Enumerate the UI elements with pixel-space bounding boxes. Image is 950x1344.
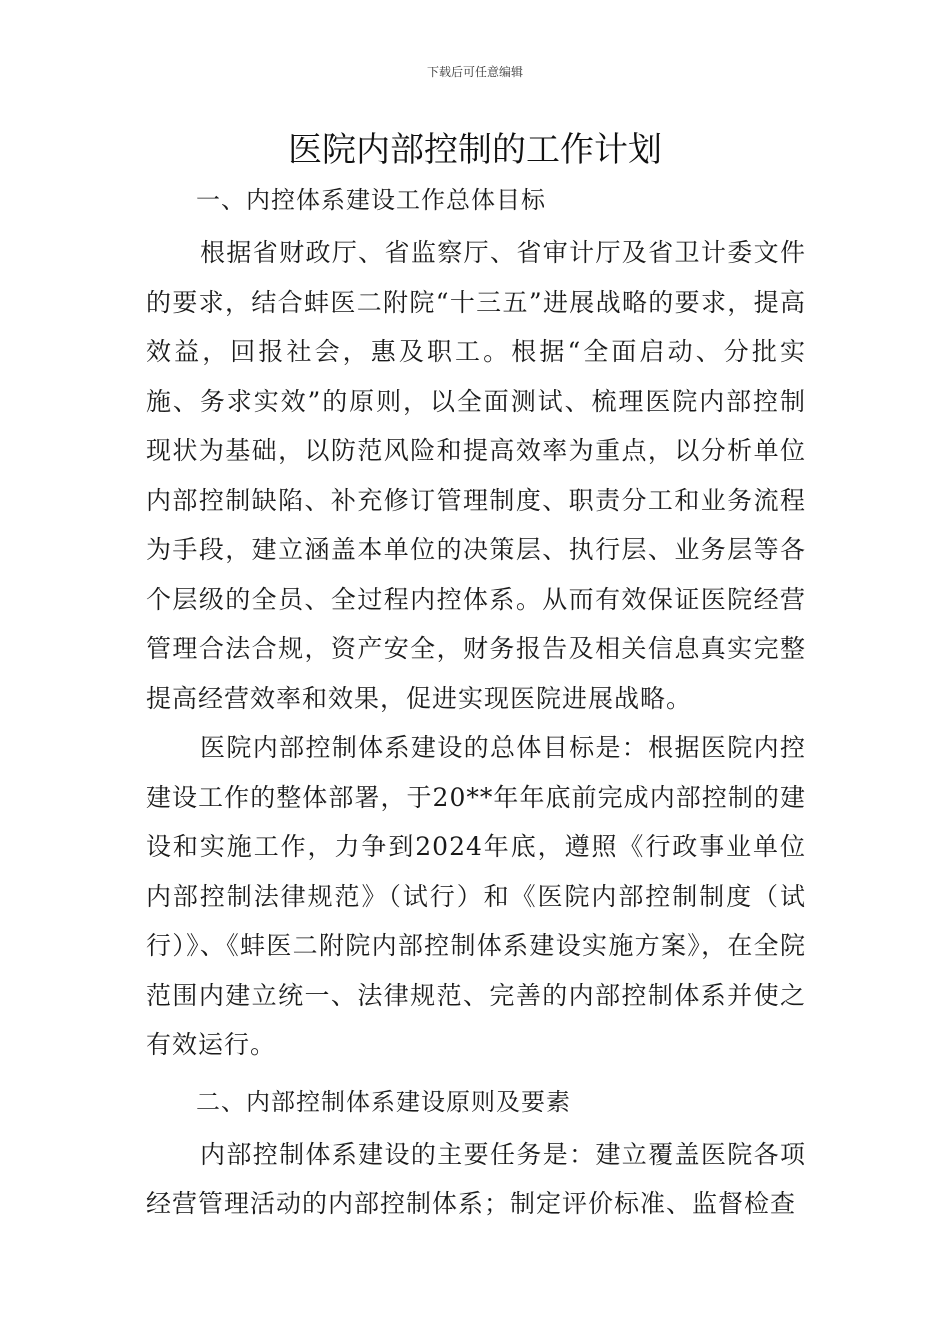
- paragraph-1-1: 根据省财政厅、省监察厅、省审计厅及省卫计委文件的要求，结合蚌医二附院“十三五”进展战略的要求，提高效益，回报社会，惠及职工。根据“全面启动、分批实施、务求实效”的原则，以全面测试、梳理医院内部控制现状为基础，以防范风险和提高效率为重点，以分析单位内部控制缺陷、补充修订管理制度、职责分工和业务流程为手段，建立涵盖本单位的决策层、执行层、业务层等各个层级的全员、全过程内控体系。从而有效保证医院经营管理合法合规，资产安全，财务报告及相关信息真实完整提高经营效率和效果，促进实现医院进展战略。: [146, 238, 806, 713]
- document-body: [146, 178, 806, 1229]
- section-heading-1: 一、内控体系建设工作总体目标: [196, 186, 546, 214]
- document-title: 医院内部控制的工作计划: [288, 130, 662, 170]
- header-note: 下载后可任意编辑: [426, 65, 523, 79]
- section-heading-2: 二、内部控制体系建设原则及要素: [196, 1087, 571, 1116]
- spacer: [146, 1070, 806, 1080]
- paragraph-2-1: 内部控制体系建设的主要任务是：建立覆盖医院各项经营管理活动的内部控制体系；制定评价标准、监督检查: [146, 1139, 806, 1218]
- paragraph-1-2: 医院内部控制体系建设的总体目标是：根据医院内控建设工作的整体部署，于20**年年底前完成内部控制的建设和实施工作，力争到2024年底，遵照《行政事业单位内部控制法律规范》（试行）和《医院内部控制制度（试行）》、《蚌医二附院内部控制体系建设实施方案》，在全院范围内建立统一、法律规范、完善的内部控制体系并使之有效运行。: [146, 733, 806, 1059]
